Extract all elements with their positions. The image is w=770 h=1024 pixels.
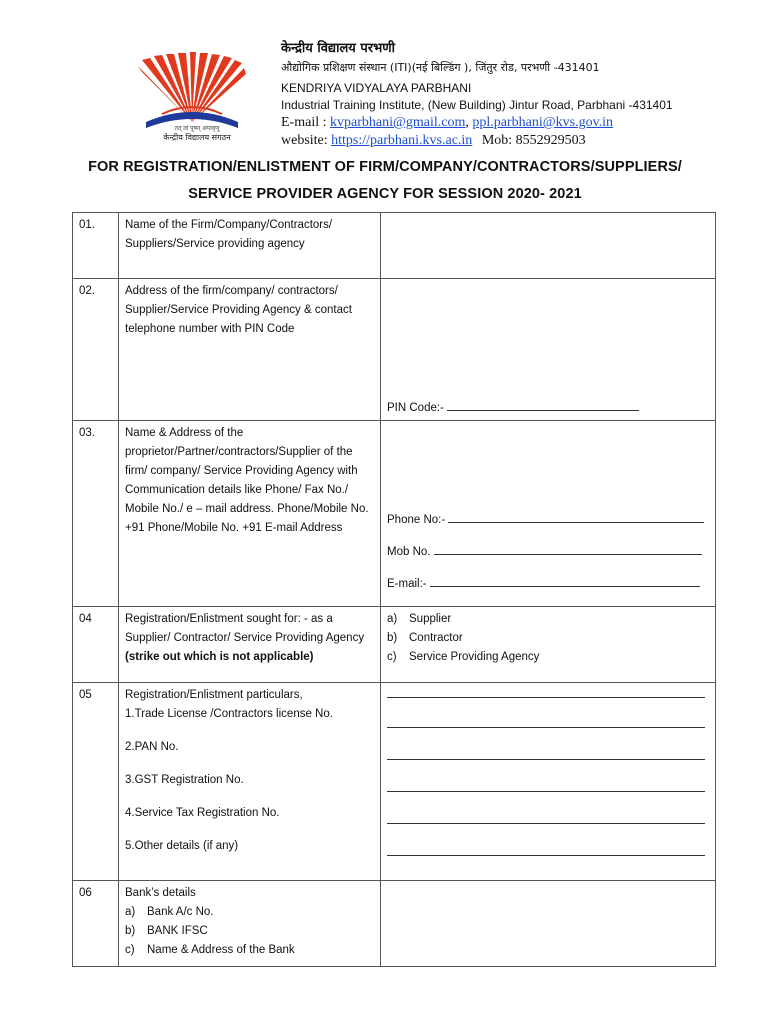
form-title	[0, 154, 770, 208]
phone-blank[interactable]	[448, 511, 704, 523]
email-link-1[interactable]: kvparbhani@gmail.com	[330, 115, 466, 130]
list-item: b) BANK IFSC	[125, 925, 208, 937]
blank-line[interactable]	[387, 791, 705, 792]
pin-code-blank[interactable]	[447, 399, 639, 411]
row-label	[119, 683, 381, 881]
form-title-line-1: FOR REGISTRATION/ENLISTMENT OF FIRM/COMPANY/CONTRACTORS/SUPPLIERS/	[88, 159, 682, 175]
address-text: Industrial Training Institute, (New Building) Jintur Road, Parbhani	[281, 98, 626, 112]
row-number: 04	[73, 607, 119, 683]
email-link-2[interactable]: ppl.parbhani@kvs.gov.in	[472, 115, 614, 130]
registration-form-table	[72, 212, 716, 967]
school-address	[281, 97, 751, 114]
address-pin: -431401	[628, 98, 673, 112]
pin-code-line	[387, 399, 639, 418]
row-label	[119, 607, 381, 683]
email-blank[interactable]	[430, 575, 700, 587]
row-label: Name of the Firm/Company/Contractors/ Suppliers/Service providing agency	[119, 213, 381, 279]
row-label: Name & Address of the proprietor/Partner/contractors/Supplier of the firm/ company/ Service Providing Agency with Communication details like Phone/ Fax No./ Mobile No./ e – mail address. Phone/Mobile No. +91 Phone/Mobile No. +91 E-mail Address	[119, 421, 381, 607]
row-number: 01.	[73, 213, 119, 279]
list-item: 2.PAN No.	[125, 741, 179, 753]
form-title-line-2: SERVICE PROVIDER AGENCY FOR SESSION 2020- 2021	[188, 186, 582, 202]
row-number: 05	[73, 683, 119, 881]
phone-line	[387, 511, 704, 530]
email-separator: ,	[465, 115, 469, 130]
website-line	[281, 132, 751, 150]
row-label-text: Registration/Enlistment particulars,	[125, 689, 303, 701]
bank-details-field[interactable]	[381, 881, 716, 967]
logo-motto: तत् त्वं पूषन् अपावृणु	[174, 125, 220, 132]
table-row	[73, 683, 716, 881]
address-field[interactable]	[381, 279, 716, 421]
proprietor-details-field[interactable]	[381, 421, 716, 607]
table-row	[73, 881, 716, 967]
table-row	[73, 213, 716, 279]
email-line	[281, 114, 751, 132]
letterhead	[0, 0, 770, 150]
row-label-text: Registration/Enlistment sought for: - as a Supplier/ Contractor/ Service Providing Agency	[125, 613, 365, 644]
logo-org-name: केन्द्रीय विद्यालय संगठन	[163, 133, 231, 142]
blank-line[interactable]	[387, 759, 705, 760]
list-item: a) Bank A/c No.	[125, 906, 214, 918]
option-service-agency[interactable]: c) Service Providing Agency	[387, 651, 540, 663]
list-item: 4.Service Tax Registration No.	[125, 807, 280, 819]
row-label-note: (strike out which is not applicable)	[125, 651, 314, 663]
table-row	[73, 421, 716, 607]
mobile-line	[387, 543, 702, 562]
phone-label: Phone No:-	[387, 514, 446, 526]
email-field-label: E-mail:-	[387, 578, 427, 590]
list-item: 3.GST Registration No.	[125, 774, 244, 786]
school-name: KENDRIYA VIDYALAYA PARBHANI	[281, 81, 472, 95]
row-label: Address of the firm/company/ contractors/ Supplier/Service Providing Agency & contact telephone number with PIN Code	[119, 279, 381, 421]
mobile-label: Mob No.	[387, 546, 431, 558]
firm-name-field[interactable]	[381, 213, 716, 279]
row-number: 03.	[73, 421, 119, 607]
website-link[interactable]: https://parbhani.kvs.ac.in	[331, 133, 473, 148]
table-row	[73, 607, 716, 683]
table-row	[73, 279, 716, 421]
blank-line[interactable]	[387, 727, 705, 728]
blank-line[interactable]	[387, 855, 705, 856]
blank-line[interactable]	[387, 823, 705, 824]
email-field-line	[387, 575, 700, 594]
list-item: c) Name & Address of the Bank	[125, 944, 295, 956]
row-label	[119, 881, 381, 967]
registration-particulars-field[interactable]	[381, 683, 716, 881]
mobile-number: Mob: 8552929503	[481, 133, 586, 148]
hindi-school-name: केन्द्रीय विद्यालय परभणी	[281, 41, 395, 56]
mobile-blank[interactable]	[434, 543, 702, 555]
option-contractor[interactable]: b) Contractor	[387, 632, 463, 644]
website-label: website:	[281, 133, 328, 148]
hindi-address: औद्योगिक प्रशिक्षण संस्थान (ITI)(नई बिल्डिंग ), जिंतुर रोड, परभणी -431401	[281, 61, 600, 74]
logo-caption	[147, 124, 247, 143]
email-label: E-mail :	[281, 115, 327, 130]
letterhead-text	[281, 40, 751, 150]
row-number: 06	[73, 881, 119, 967]
row-label-text: Bank’s details	[125, 887, 196, 899]
blank-line[interactable]	[387, 697, 705, 698]
registration-type-options	[381, 607, 716, 683]
row-number: 02.	[73, 279, 119, 421]
pin-code-label: PIN Code:-	[387, 402, 444, 414]
list-item: 5.Other details (if any)	[125, 840, 239, 852]
list-item: 1.Trade License /Contractors license No.	[125, 708, 333, 720]
option-supplier[interactable]: a) Supplier	[387, 613, 452, 625]
